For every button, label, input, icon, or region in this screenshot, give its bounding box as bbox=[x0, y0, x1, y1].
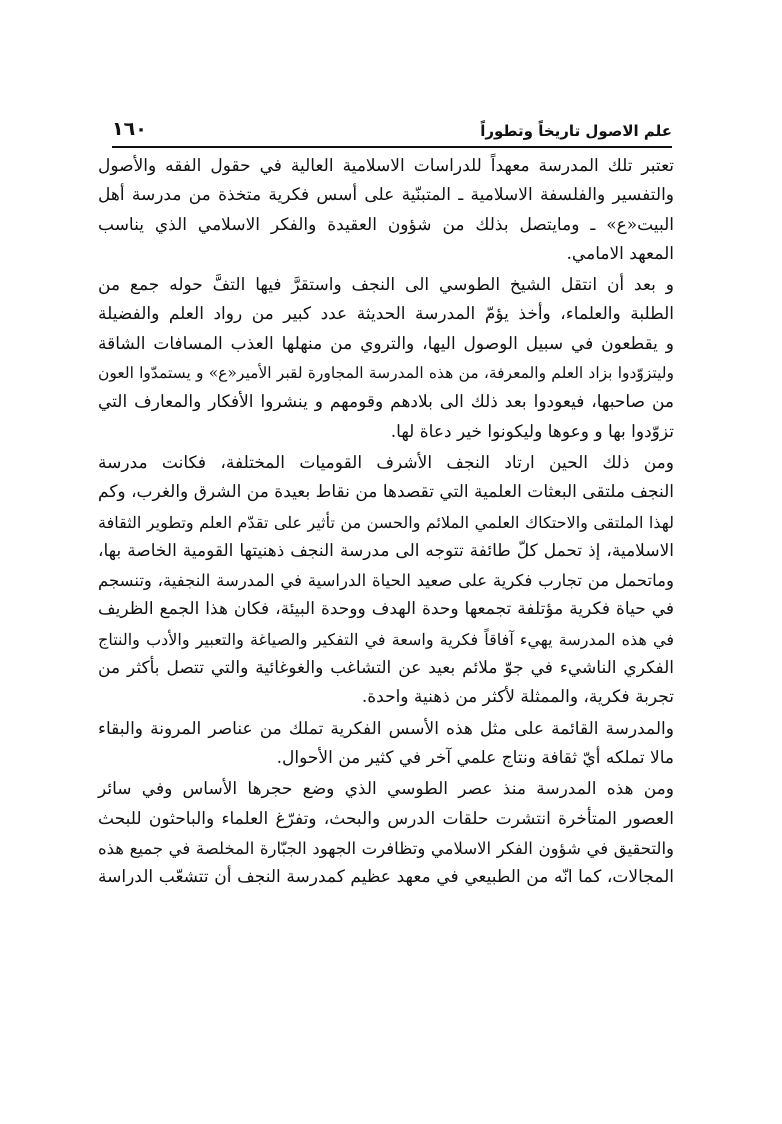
running-title: علم الاصول تاريخاً وتطوراً bbox=[480, 122, 672, 140]
header-rule bbox=[112, 146, 672, 148]
text-line: من صاحبها، فيعودوا بعد ذلك الى بلادهم وقومهم و ينشروا الأفكار والمعارف التي bbox=[98, 392, 674, 413]
text-line: الطلبة والعلماء، وأخذ يؤمّ المدرسة الحديثة عدد كبير من رواد العلم والفضيلة bbox=[98, 304, 674, 325]
text-line: المجالات، كما انّه من الطبيعي في معهد عظيم كمدرسة النجف أن تتشعّب الدراسة bbox=[98, 867, 674, 888]
paragraph-2 bbox=[98, 271, 674, 447]
text-line: مالا تملكه أيّ ثقافة ونتاج علمي آخر في كثير من الأحوال. bbox=[276, 747, 674, 768]
text-line: البيت«ع» ـ ومايتصل بذلك من شؤون العقيدة والفكر الاسلامي الذي يناسب bbox=[98, 214, 674, 235]
text-line: والتحقيق في شؤون الفكر الاسلامي وتظافرت الجهود الجبّارة المخلصة في جميع هذه bbox=[98, 838, 674, 858]
text-line: و يقطعون في سبيل الوصول اليها، والتروي من منهلها العذب المسافات الشاقة bbox=[98, 333, 674, 354]
text-line: والمدرسة القائمة على مثل هذه الأسس الفكرية تملك من عناصر المرونة والبقاء bbox=[98, 718, 674, 739]
page-header bbox=[112, 116, 672, 146]
page-number: ١٦٠ bbox=[112, 118, 147, 140]
text-line: والتفسير والفلسفة الاسلامية ـ المتبنّية على أسس فكرية متخذة من مدرسة أهل bbox=[98, 185, 674, 206]
text-line: ومن هذه المدرسة منذ عصر الطوسي الذي وضع حجرها الأساس وفي سائر bbox=[98, 779, 674, 800]
text-line: تجربة فكرية، والممثلة لأكثر من ذهنية واحدة. bbox=[361, 687, 674, 708]
text-line: وماتحمل من تجارب فكرية على صعيد الحياة الدراسية في المدرسة النجفية، وتنسجم bbox=[98, 571, 674, 591]
text-line: وليتزوّدوا بزاد العلم والمعرفة، من هذه المدرسة المجاورة لقبر الأمير«ع» و يستمدّوا العون bbox=[98, 364, 674, 383]
text-line: تزوّدوا بها و وعوها وليكونوا خير دعاة لها. bbox=[390, 421, 674, 442]
text-line: الفكري الناشيء في جوّ ملائم بعيد عن التشاغب والغوغائية والتي تتصل بأكثر من bbox=[98, 658, 674, 679]
body-text bbox=[98, 152, 674, 894]
text-line: النجف ملتقى البعثات العلمية التي تقصدها من نقاط بعيدة من الشرق والغرب، وكم bbox=[98, 482, 674, 503]
paragraph-1 bbox=[98, 152, 674, 269]
text-line: ومن ذلك الحين ارتاد النجف الأشرف القوميات المختلفة، فكانت مدرسة bbox=[98, 452, 674, 473]
text-line: تعتبر تلك المدرسة معهداً للدراسات الاسلامية العالية في حقول الفقه والأصول bbox=[98, 156, 674, 176]
text-line: في حياة فكرية مؤتلفة تجمعها وحدة الهدف ووحدة البيئة، فكان هذا الجمع الظريف bbox=[98, 599, 674, 620]
text-line: المعهد الامامي. bbox=[566, 243, 674, 264]
text-line: العصور المتأخرة انتشرت حلقات الدرس والبحث، وتفرّغ العلماء والباحثون للبحث bbox=[98, 808, 674, 829]
paragraph-4 bbox=[98, 715, 674, 774]
text-line: لهذا الملتقى والاحتكاك العلمي الملائم والحسن من تأثير على تقدّم العلم وتطوير الثقافة bbox=[98, 512, 674, 532]
text-line: الاسلامية، إذ تحمل كلّ طائفة تتوجه الى مدرسة النجف ذهنيتها القومية الخاصة بها، bbox=[98, 540, 674, 561]
text-line: في هذه المدرسة يهيء آفاقاً فكرية واسعة في التفكير والصياغة والتعبير والأدب والنتاج bbox=[98, 629, 674, 649]
paragraph-3 bbox=[98, 449, 674, 713]
paragraph-5 bbox=[98, 775, 674, 892]
text-line: و بعد أن انتقل الشيخ الطوسي الى النجف واستقرَّ فيها التفَّ حوله جمع من bbox=[98, 275, 674, 296]
